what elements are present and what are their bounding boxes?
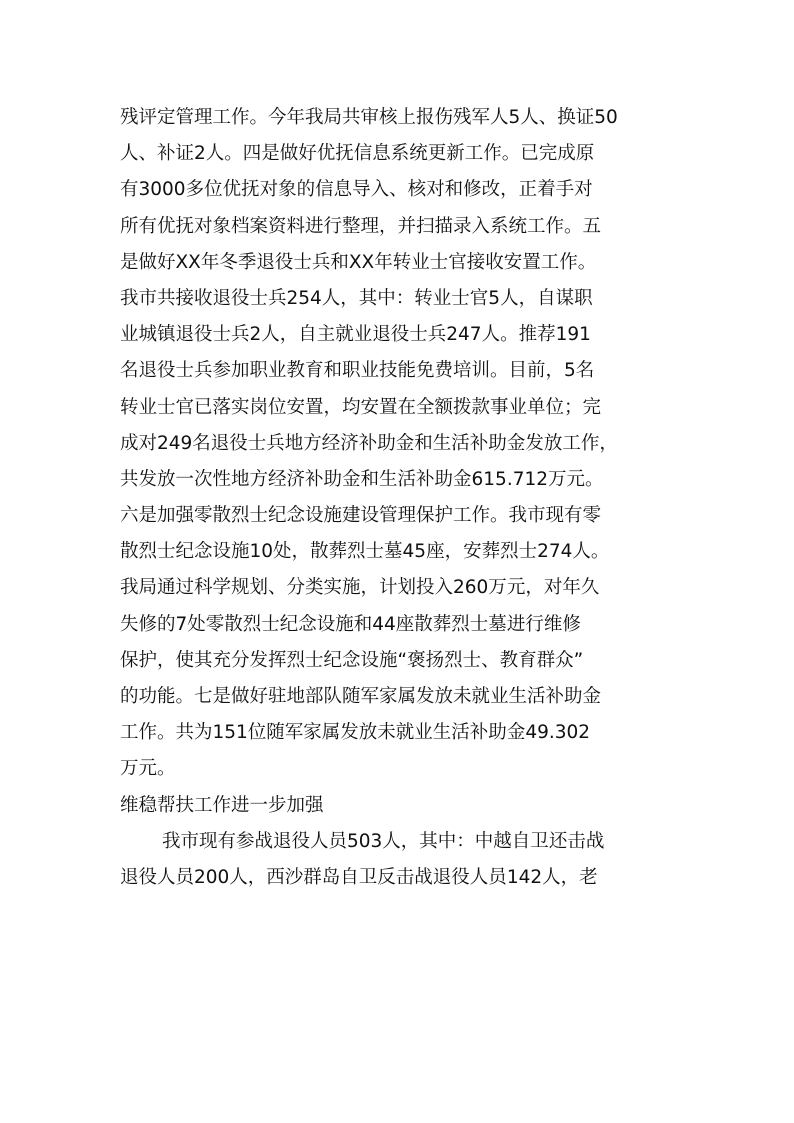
paragraph-line: 失修的7处零散烈士纪念设施和44座散葬烈士墓进行维修 (120, 613, 581, 635)
paragraph-line: 有3000多位优抚对象的信息导入、核对和修改，正着手对 (120, 179, 593, 201)
paragraph-line: 的功能。七是做好驻地部队随军家属发放未就业生活补助金 (120, 686, 602, 707)
paragraph-line: 所有优抚对象档案资料进行整理，并扫描录入系统工作。五 (120, 215, 602, 237)
paragraph-line: 业城镇退役士兵2人，自主就业退役士兵247人。推荐191 (120, 324, 591, 346)
paragraph-line: 散烈士纪念设施10处，散葬烈士墓45座，安葬烈士274人。 (120, 541, 610, 563)
paragraph-line: 我市共接收退役士兵254人，其中：转业士官5人，自谋职 (120, 287, 593, 309)
paragraph-line: 转业士官已落实岗位安置，均安置在全额拨款事业单位；完 (120, 396, 602, 418)
document-body (120, 100, 690, 896)
paragraph-line: 我市现有参战退役人员503人，其中：中越自卫还击战 (162, 830, 605, 852)
paragraph-line: 退役人员200人，西沙群岛自卫反击战退役人员142人，老 (120, 866, 598, 888)
paragraph-line: 保护，使其充分发挥烈士纪念设施“褒扬烈士、教育群众” (120, 649, 584, 671)
section-heading: 维稳帮扶工作进一步加强 (120, 794, 324, 816)
paragraph-line: 名退役士兵参加职业教育和职业技能免费培训。目前，5名 (120, 360, 595, 382)
paragraph-line: 万元。 (120, 758, 176, 780)
paragraph-line: 成对249名退役士兵地方经济补助金和生活补助金发放工作， (120, 432, 618, 454)
paragraph-line: 残评定管理工作。今年我局共审核上报伤残军人5人、换证50 (120, 107, 618, 128)
paragraph-line: 我局通过科学规划、分类实施，计划投入260万元，对年久 (120, 577, 600, 599)
paragraph-line: 人、补证2人。四是做好优抚信息系统更新工作。已完成原 (120, 143, 595, 165)
paragraph-line: 六是加强零散烈士纪念设施建设管理保护工作。我市现有零 (120, 505, 602, 527)
paragraph-line: 是做好XX年冬季退役士兵和XX年转业士官接收安置工作。 (120, 251, 597, 273)
paragraph-line: 共发放一次性地方经济补助金和生活补助金615.712万元。 (120, 468, 604, 490)
paragraph-line: 工作。共为151位随军家属发放未就业生活补助金49.302 (120, 722, 591, 744)
